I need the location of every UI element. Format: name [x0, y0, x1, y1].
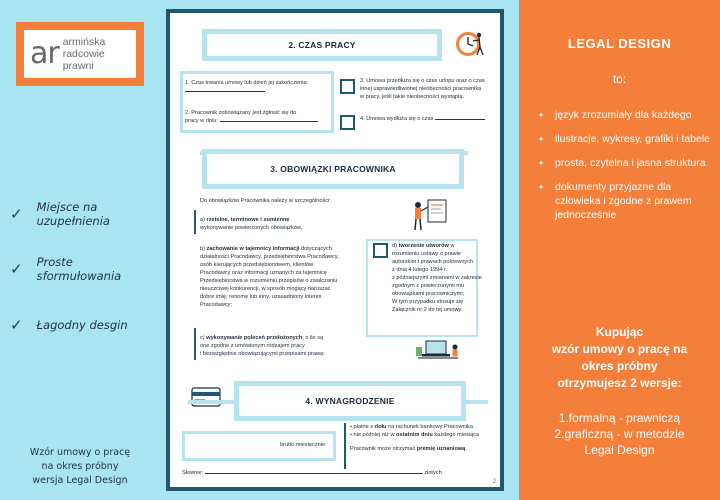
benefit-item: • język zrozumiały dla każdego	[537, 108, 713, 122]
section2-item-4	[360, 115, 500, 123]
item-2-text-a: 2. Pracownik zobowiązany jest zgłosić się do	[185, 110, 297, 116]
company-logo	[16, 22, 144, 86]
caption-line-2: na okres próbny	[41, 461, 119, 472]
bullet-1-pre: płatne z	[353, 424, 375, 430]
section2-item-1	[185, 79, 333, 95]
duty-b-line: działalności Pracodawcy, przedsiębiorstwa Pracodawcy,	[200, 254, 339, 260]
duty-b-tail: dotyczących	[299, 246, 332, 252]
logo-wordmark	[63, 36, 106, 72]
logo-mark: ar	[30, 36, 59, 71]
fill-in-blank[interactable]	[435, 119, 485, 120]
benefit-item: • dokumenty przyjazne dla człowieka i zgodne z prawem jednocześnie	[537, 180, 713, 222]
bullet-2-bold: ostatnim dniu	[396, 432, 433, 438]
logo-line-2: radcowie	[62, 48, 105, 60]
bullet-2-pre: nie później niż w	[353, 432, 397, 438]
bullet-2-post: każdego miesiąca	[432, 432, 480, 438]
section2-item-2	[185, 109, 333, 125]
left-caption	[10, 446, 150, 488]
item-3-text-c: w pracy, jeśli takie nieobecności wystąpią.	[360, 94, 465, 100]
duty-b	[200, 245, 380, 309]
duty-a	[200, 216, 380, 232]
duty-d-line: obowiązkami pracowniczymi;	[392, 291, 465, 297]
duty-d-line: Załącznik nr 2 do tej umowy.	[392, 307, 463, 313]
award-pre: Pracownik może otrzymać	[350, 446, 417, 452]
benefit-item: • prosta, czytelna i jasna struktura	[537, 156, 713, 170]
duty-d-line: zgodnym z powierzonymi mu	[392, 283, 465, 289]
bullet-1-post: na rachunek bankowy Pracownika	[386, 424, 473, 430]
right-panel	[519, 0, 720, 500]
award-post: .	[465, 446, 467, 452]
section-title-wynagrodzenie: 4. WYNAGRODZENIE	[234, 381, 466, 421]
laptop-illustration	[414, 337, 462, 367]
fill-in-blank[interactable]	[185, 91, 265, 92]
credit-card-illustration	[190, 385, 224, 411]
duty-b-bold: zachowanie w tajemnicy informacji	[206, 246, 300, 252]
duty-a-label: a)	[200, 217, 207, 223]
duty-d-line: rozumieniu ustawy o prawie	[392, 251, 462, 257]
version-line: 2.graficzną - w metodzie	[554, 427, 685, 441]
amount-in-words-field[interactable]	[205, 473, 423, 474]
feature-item-1	[10, 200, 160, 228]
feature-label: Łagodny desgin	[36, 318, 128, 332]
caption-line-3: wersja Legal Design	[32, 475, 128, 486]
clock-person-illustration	[453, 27, 487, 61]
duty-d-line: W tym przypadku stosuje się	[392, 299, 464, 305]
checkmark-icon: ✓	[10, 260, 23, 278]
item-c-bar	[194, 328, 196, 360]
legal-design-benefits	[537, 108, 713, 232]
checkmark-icon: ✓	[10, 205, 23, 223]
section3-intro: Do obowiązków Pracownika należy w szczególności:	[200, 198, 331, 204]
feature-item-2	[10, 255, 160, 283]
logo-inner	[24, 30, 136, 78]
benefit-item: • ilustracje, wykresy, grafiki i tabele	[537, 132, 713, 146]
versions-list	[529, 410, 710, 458]
feature-label: Proste sformułowania	[36, 255, 122, 283]
duty-c-bold: wykonywanie poleceń przełożonych	[206, 335, 303, 341]
duty-d-line: autorskim i prawach pokrewnych	[392, 259, 474, 265]
offer-line: otrzymujesz 2 wersje:	[557, 376, 682, 390]
page-number: 2	[492, 479, 496, 485]
duty-b-line: osób kierujących przedsiębiorstwem, klientów	[200, 262, 314, 268]
section-title-obowiazki: 3. OBOWIĄZKI PRACOWNIKA	[202, 149, 464, 189]
duty-c-tail: , o ile są	[302, 335, 324, 341]
duty-d-label: d)	[392, 243, 399, 249]
version-line: Legal Design	[584, 443, 655, 457]
item-4-text: 4. Umowa wydłuża się o czas	[360, 116, 434, 122]
section-title-czas-pracy: 2. CZAS PRACY	[202, 29, 442, 61]
checkmark-icon: ✓	[10, 316, 23, 334]
presentation-illustration	[408, 197, 450, 233]
duty-a-rest: wykonywanie powierzonych obowiązków,	[200, 225, 303, 231]
duty-b-line: Pracodawcy oraz informacji uznanych za tajemnicę	[200, 270, 327, 276]
caption-line-1: Wzór umowy o pracę	[29, 447, 131, 458]
duty-b-line: nieuczciwej konkurencji, w sposób mogący naruszać	[200, 286, 331, 292]
salary-terms: • płatne z dołu na rachunek bankowy Pracownika • nie później niż w ostatnim dniu każdego miesiąca Pracownik może otrzymać premię uznaniową.	[350, 424, 480, 452]
item-1-text: 1. Czas trwania umowy lub dzień jej zakończenia:	[185, 80, 309, 86]
left-panel	[0, 0, 160, 500]
logo-line-3: prawni	[62, 60, 94, 72]
legal-design-to: to:	[612, 72, 627, 86]
item-3-text-a: 3. Umowa przedłuża się o czas urlopu oraz o czas	[360, 78, 485, 84]
bullet-1-bold: dołu	[374, 424, 387, 430]
version-line: 1.formalną - prawniczą	[558, 411, 681, 425]
duty-c-line: one zgodne z umówionym rodzajem pracy	[200, 343, 305, 349]
duty-b-line: Pracodawcy;	[200, 302, 233, 308]
section2-item-3	[360, 77, 500, 101]
amount-in-words-row	[182, 469, 502, 477]
duty-c-line: i bezwzględnie obowiązującymi przepisami prawa;	[200, 351, 325, 357]
duty-a-bold: rzetelne, terminowe i sumienne	[206, 217, 290, 223]
duty-b-label: b)	[200, 246, 207, 252]
gross-label: brutto miesięcznie	[280, 442, 326, 448]
checkbox-item-3[interactable]	[340, 79, 355, 94]
duty-c	[200, 334, 380, 358]
fill-in-blank[interactable]	[220, 121, 318, 122]
checkbox-item-4[interactable]	[340, 115, 355, 130]
offer-line: wzór umowy o pracę na	[551, 342, 688, 356]
document-preview	[166, 9, 504, 491]
words-label: Słownie:	[182, 470, 204, 476]
item-2-text-b: pracy w dniu:	[185, 118, 218, 124]
duty-b-line: dobre imię, renomę lub inny, uzasadniony interes	[200, 294, 322, 300]
feature-item-3	[10, 316, 128, 334]
award-bold: premię uznaniową	[416, 446, 466, 452]
duty-d-bold: tworzenie utworów	[398, 243, 449, 249]
salary-terms-bar	[344, 423, 346, 469]
offer-line: Kupując	[595, 325, 644, 339]
checkbox-duty-d[interactable]	[373, 243, 388, 258]
currency-label: złotych	[424, 470, 442, 476]
duty-d	[392, 242, 498, 314]
item-3-text-b: innej usprawiedliwionej nieobecności pracownika	[360, 86, 482, 92]
duty-c-label: c)	[200, 335, 207, 341]
duty-d-tail: w	[448, 243, 455, 249]
offer-text	[529, 324, 710, 392]
duty-d-line: z dnia 4 lutego 1994 r.	[392, 267, 448, 273]
duty-d-line: z późniejszymi zmianami w zakresie	[392, 275, 482, 281]
legal-design-title: LEGAL DESIGN	[567, 36, 672, 51]
logo-line-1: armińska	[62, 36, 106, 48]
offer-line: okres próbny	[581, 359, 658, 373]
duty-b-line: Przedsiębiorstwa w rozumieniu przepisów o zwalczaniu	[200, 278, 338, 284]
feature-label: Miejsce na uzupełnienia	[36, 200, 110, 228]
item-a-bar	[194, 210, 196, 234]
